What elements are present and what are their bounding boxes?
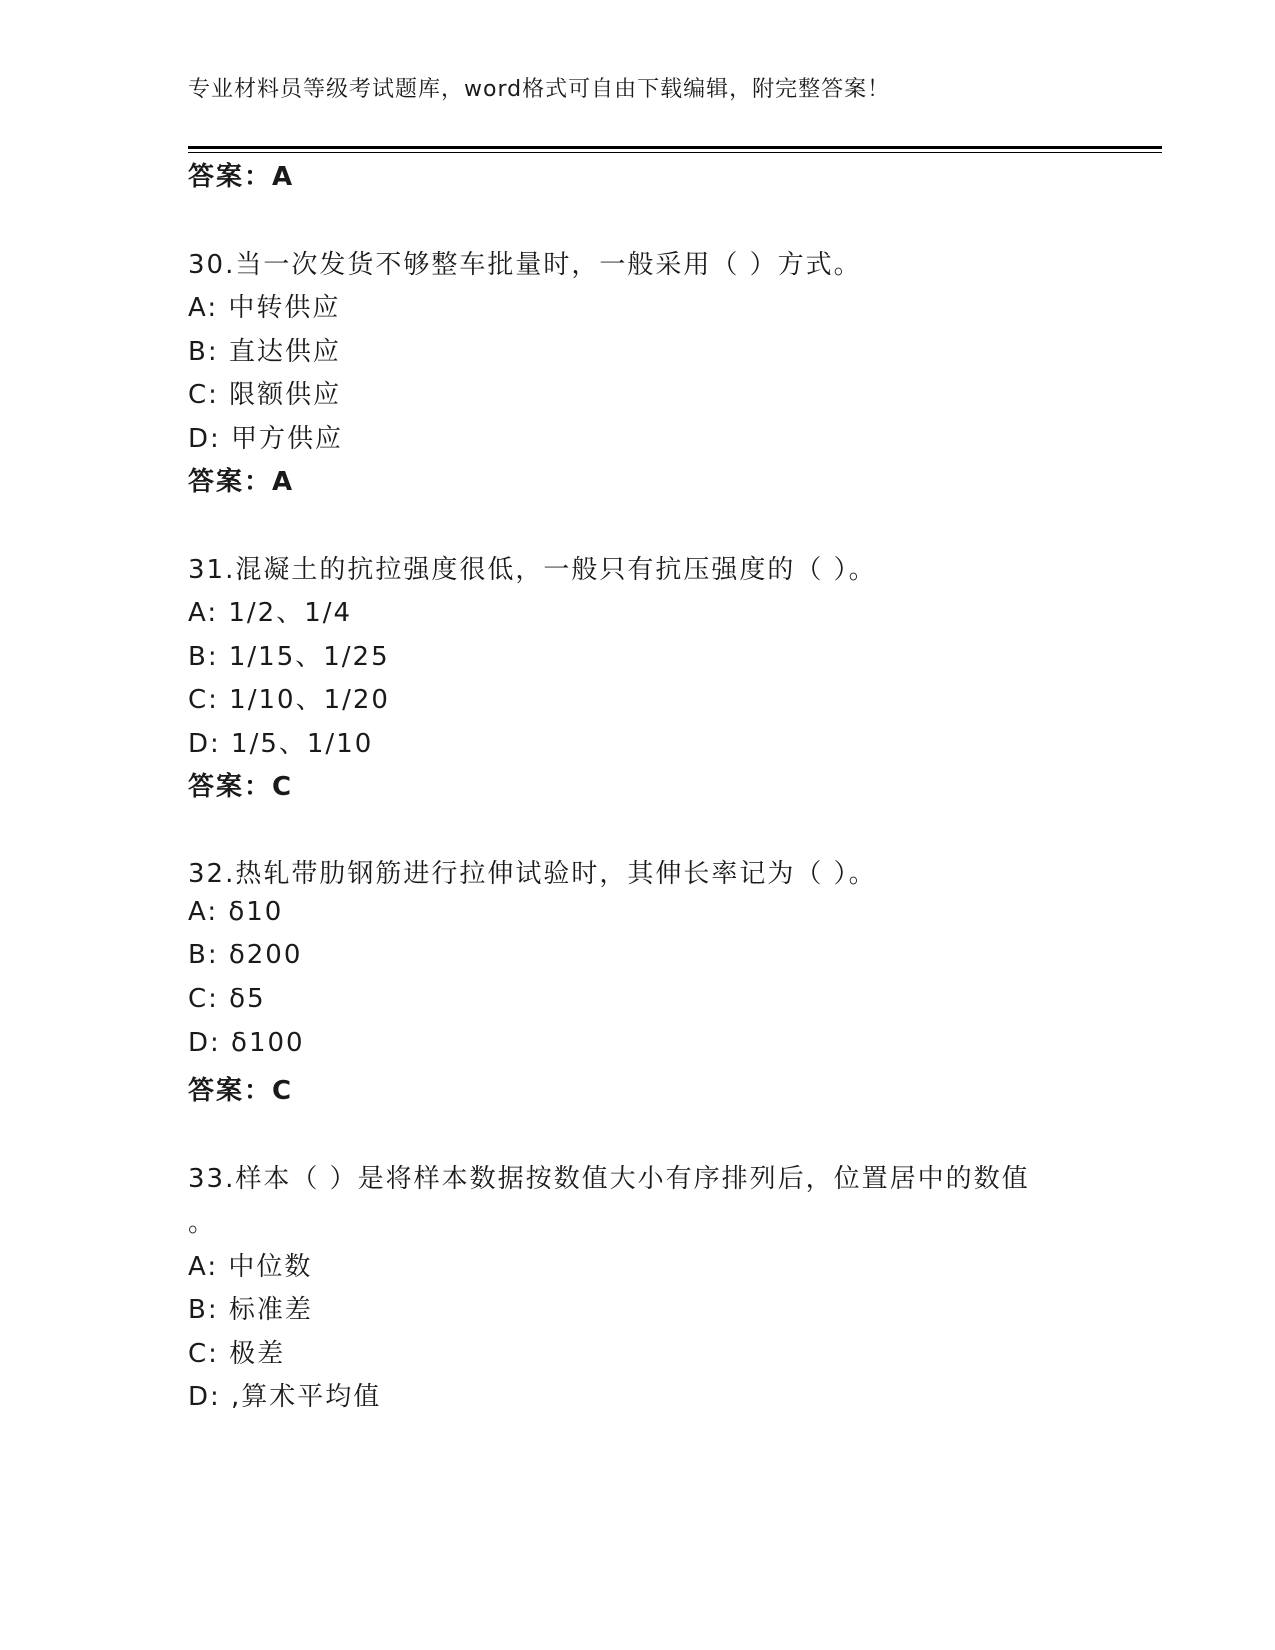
page-header: 专业材料员等级考试题库，word格式可自由下载编辑，附完整答案！ <box>188 77 891 102</box>
question-33-option-c: C: 极差 <box>188 1339 286 1369</box>
question-30-option-c: C: 限额供应 <box>188 380 342 410</box>
question-30-option-a: A: 中转供应 <box>188 293 341 323</box>
question-30-stem: 30.当一次发货不够整车批量时，一般采用（ ）方式。 <box>188 250 862 280</box>
question-31-stem: 31.混凝土的抗拉强度很低，一般只有抗压强度的（ ）。 <box>188 555 877 585</box>
question-31-option-b: B: 1/15、1/25 <box>188 642 390 672</box>
question-30-option-b: B: 直达供应 <box>188 337 341 367</box>
question-33-option-b: B: 标准差 <box>188 1295 313 1325</box>
answer-29: 答案：A <box>188 162 295 192</box>
question-33-option-a: A: 中位数 <box>188 1252 313 1282</box>
question-32-option-b: B: δ200 <box>188 940 303 970</box>
question-30-option-d: D: 甲方供应 <box>188 424 344 454</box>
question-31-answer: 答案：C <box>188 772 294 802</box>
header-rule-thin <box>188 152 1162 153</box>
question-32-stem: 32.热轧带肋钢筋进行拉伸试验时，其伸长率记为（ ）。 <box>188 859 877 889</box>
question-32-option-d: D: δ100 <box>188 1028 305 1058</box>
question-33-stem: 33.样本（ ）是将样本数据按数值大小有序排列后，位置居中的数值 <box>188 1164 1030 1194</box>
question-33-option-d: D: ,算术平均值 <box>188 1382 382 1412</box>
question-30-answer: 答案：A <box>188 467 295 497</box>
question-32-option-a: A: δ10 <box>188 897 284 927</box>
question-31-option-a: A: 1/2、1/4 <box>188 598 353 628</box>
question-31-option-d: D: 1/5、1/10 <box>188 729 374 759</box>
question-33-stem-continuation: 。 <box>188 1208 217 1238</box>
question-32-answer: 答案：C <box>188 1076 294 1106</box>
question-31-option-c: C: 1/10、1/20 <box>188 685 390 715</box>
question-32-option-c: C: δ5 <box>188 984 266 1014</box>
header-rule <box>188 146 1162 149</box>
